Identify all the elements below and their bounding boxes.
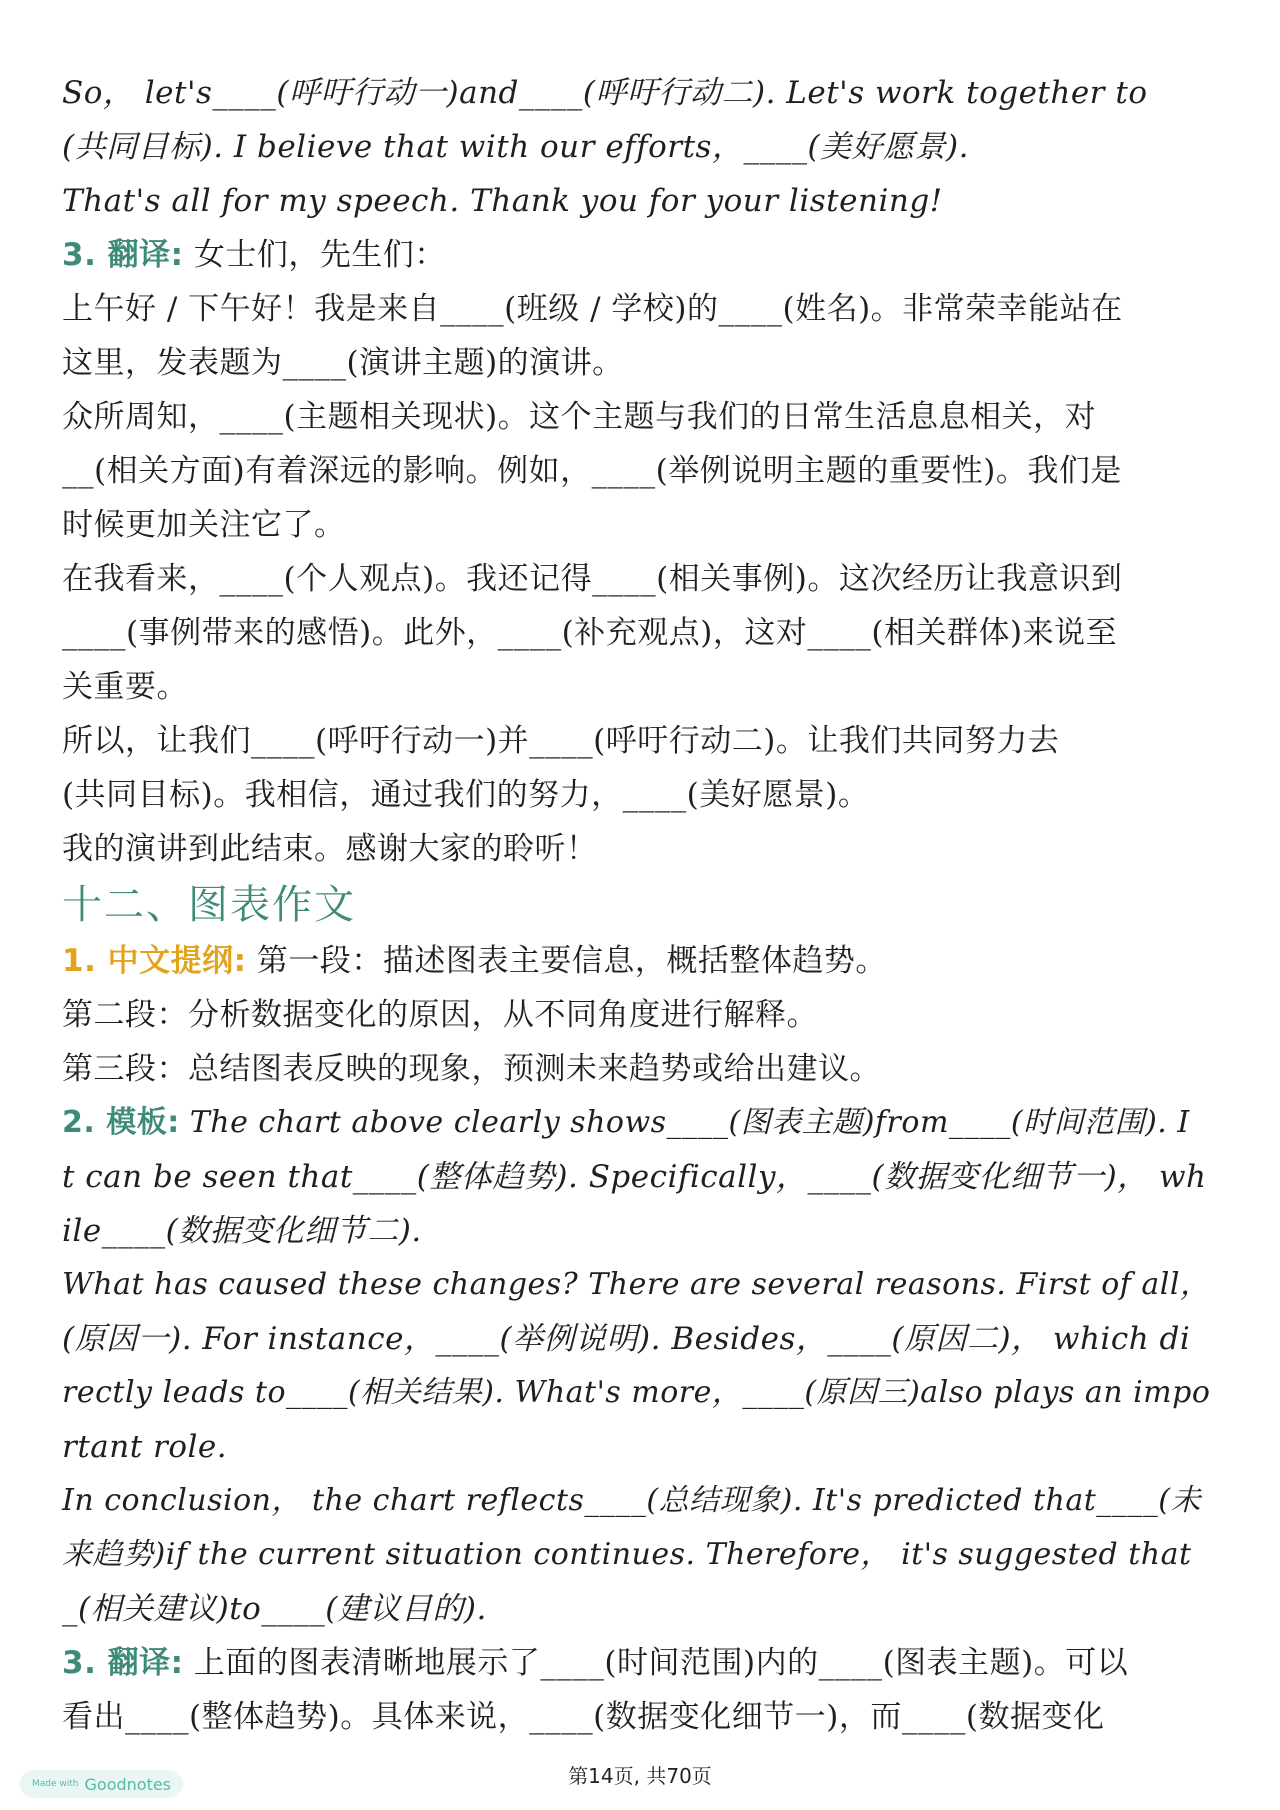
- text-line: 第三段：总结图表反映的现象，预测未来趋势或给出建议。: [62, 1051, 881, 1087]
- text-line: (原因一). For instance，____(举例说明). Besides，____(原因二)， which di: [62, 1321, 1191, 1357]
- badge-brand-text: Goodnotes: [84, 1774, 172, 1794]
- translation-label: 3. 翻译:: [62, 237, 184, 273]
- text-line: In conclusion， the chart reflects____(总结现象). It's predicted that____(未: [62, 1483, 1201, 1518]
- text-line: The chart above clearly shows____(图表主题)from____(时间范围). I: [189, 1105, 1190, 1140]
- text-line: 时候更加关注它了。: [62, 507, 346, 543]
- text-line: 在我看来，____(个人观点)。我还记得____(相关事例)。这次经历让我意识到: [62, 561, 1123, 597]
- translation-heading-line: [62, 228, 1222, 282]
- text-line: (共同目标). I believe that with our efforts，____(美好愿景).: [62, 129, 970, 165]
- text-line: What has caused these changes? There are several reasons. First of all，: [62, 1267, 1211, 1302]
- text-line: ____(事例带来的感悟)。此外，____(补充观点)，这对____(相关群体)来说至: [62, 615, 1118, 651]
- text-line: 女士们，先生们：: [193, 237, 446, 273]
- template-heading-line: [62, 1096, 1222, 1150]
- text-line: t can be seen that____(整体趋势). Specifically，____(数据变化细节一)， wh: [62, 1159, 1207, 1195]
- translation2-label: 3. 翻译:: [62, 1645, 184, 1681]
- text-line: rtant role.: [62, 1429, 228, 1465]
- text-line: 看出____(整体趋势)。具体来说，____(数据变化细节一)，而____(数据变化: [62, 1699, 1105, 1735]
- text-line: 众所周知，____(主题相关现状)。这个主题与我们的日常生活息息相关，对: [62, 399, 1097, 435]
- translation2-heading-line: [62, 1636, 1222, 1690]
- text-line: 第二段：分析数据变化的原因，从不同角度进行解释。: [62, 997, 818, 1033]
- text-line: 第一段：描述图表主要信息，概括整体趋势。: [256, 943, 887, 979]
- text-line: 所以，让我们____(呼吁行动一)并____(呼吁行动二)。让我们共同努力去: [62, 723, 1060, 759]
- page-number: 第14页, 共70页: [568, 1764, 712, 1788]
- outline-label: 1. 中文提纲:: [62, 943, 247, 979]
- text-line: ile____(数据变化细节二).: [62, 1213, 422, 1249]
- text-line: 来趋势)if the current situation continues. Therefore， it's suggested that: [62, 1537, 1192, 1572]
- text-line: 上午好 / 下午好！我是来自____(班级 / 学校)的____(姓名)。非常荣幸能站在: [62, 291, 1123, 327]
- document-page: [62, 66, 1222, 1744]
- text-line: (共同目标)。我相信，通过我们的努力，____(美好愿景)。: [62, 777, 870, 813]
- text-line: __(相关方面)有着深远的影响。例如，____(举例说明主题的重要性)。我们是: [62, 453, 1122, 489]
- outline-heading-line: [62, 934, 1222, 988]
- badge-small-text: Made with: [32, 1779, 79, 1789]
- text-line: _(相关建议)to____(建议目的).: [62, 1591, 487, 1627]
- text-line: So， let's____(呼吁行动一)and____(呼吁行动二). Let's work together to: [62, 75, 1148, 111]
- text-line: rectly leads to____(相关结果). What's more，____(原因三)also plays an impo: [62, 1375, 1211, 1410]
- template-label: 2. 模板:: [62, 1105, 180, 1140]
- text-line: 这里，发表题为____(演讲主题)的演讲。: [62, 345, 624, 381]
- text-line: 我的演讲到此结束。感谢大家的聆听！: [62, 831, 598, 867]
- text-line: 关重要。: [62, 669, 188, 705]
- section-title: 十二、图表作文: [62, 882, 356, 928]
- text-line: 上面的图表清晰地展示了____(时间范围)内的____(图表主题)。可以: [193, 1645, 1129, 1681]
- text-line: That's all for my speech. Thank you for your listening!: [62, 183, 943, 219]
